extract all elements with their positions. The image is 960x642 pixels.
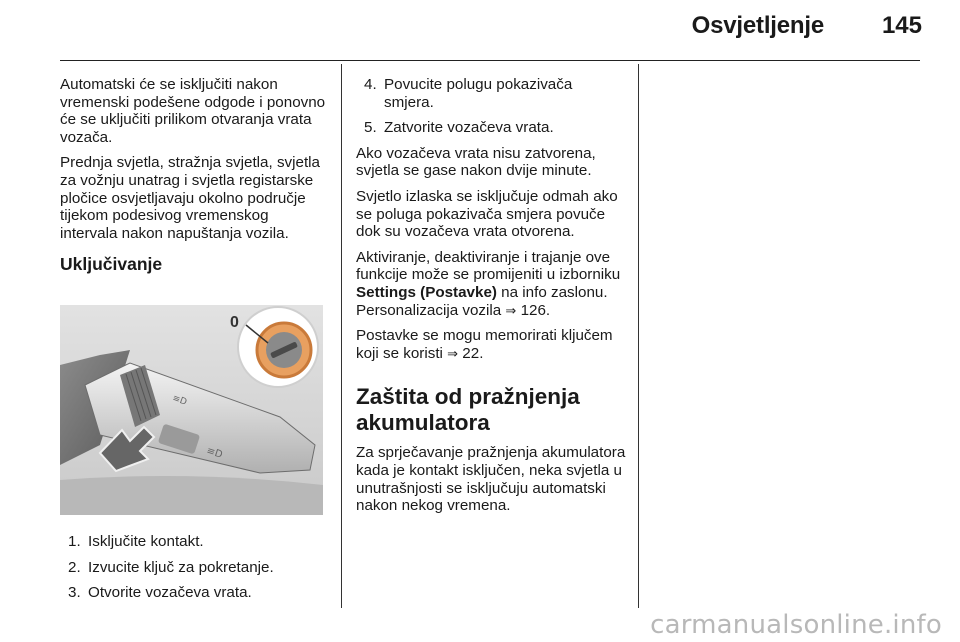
- page-number: 145: [881, 12, 922, 39]
- steps-list-2: [356, 76, 626, 137]
- paragraph: Aktiviranje, deaktiviranje i trajanje ove funkcije može se promijeniti u izborniku Settings (Postavke) na info zaslonu. Personalizacija vozila ⇒ 126.: [356, 248, 621, 319]
- turn-signal-lever-illustration: [60, 305, 323, 515]
- page-reference: 22.: [462, 344, 484, 362]
- paragraph: Postavke se mogu memorirati ključem koji se koristi ⇒ 22.: [356, 327, 613, 362]
- section-heading-switching-on: Uključivanje: [60, 254, 163, 275]
- section-heading-battery-protection: Zaštita od pražnjenja akumulatora: [356, 384, 580, 436]
- steps-list-1: [60, 533, 330, 610]
- paragraph: Ako vozačeva vrata nisu zatvorena, svjetla se gase nakon dvije minute.: [356, 144, 596, 180]
- svg-text:≡D: ≡D: [170, 393, 189, 408]
- left-column: [60, 76, 330, 274]
- list-item: 3. Otvorite vozačeva vrata.: [68, 584, 252, 602]
- list-item: 4. Povucite polugu pokazivača smjera.: [364, 76, 573, 111]
- lever-drawing: [60, 305, 323, 515]
- list-item: 1. Isključite kontakt.: [68, 533, 204, 550]
- page-reference-icon: ⇒: [447, 345, 459, 361]
- column-divider-right: [638, 64, 639, 608]
- paragraph: Svjetlo izlaska se isključuje odmah ako se poluga pokazivača smjera povuče dok su vozačeva vrata otvorena.: [356, 187, 618, 241]
- menu-reference: Settings (Postavke): [356, 283, 497, 301]
- list-item: 2. Izvucite ključ za pokretanje.: [68, 558, 274, 576]
- ignition-position-label: 0: [230, 314, 239, 331]
- svg-text:≡D: ≡D: [205, 445, 224, 461]
- paragraph: Automatski će se isključiti nakon vremenski podešene odgode i ponovno će se uključiti prilikom otvaranja vrata vozača.: [60, 76, 326, 146]
- list-item: 5. Zatvorite vozačeva vrata.: [364, 119, 554, 137]
- middle-column: [356, 76, 626, 523]
- site-watermark: carmanualsonline.info: [650, 610, 942, 640]
- page-reference: 126.: [520, 301, 551, 319]
- page-reference-icon: ⇒: [505, 302, 517, 318]
- page-title: Osvjetljenje: [691, 12, 824, 39]
- paragraph: Za sprječavanje pražnjenja akumulatora kada je kontakt isključen, neka svjetla u unutrašnjosti se isključuju automatski nakon nekog vremena.: [356, 444, 626, 515]
- header-divider: [60, 60, 920, 61]
- paragraph: Prednja svjetla, stražnja svjetla, svjetla za vožnju unatrag i svjetla registarske pločice osvjetljavaju okolno područje tijekom podesivog vremenskog intervala nakon napuštanja vozila.: [60, 154, 320, 242]
- column-divider-left: [341, 64, 342, 608]
